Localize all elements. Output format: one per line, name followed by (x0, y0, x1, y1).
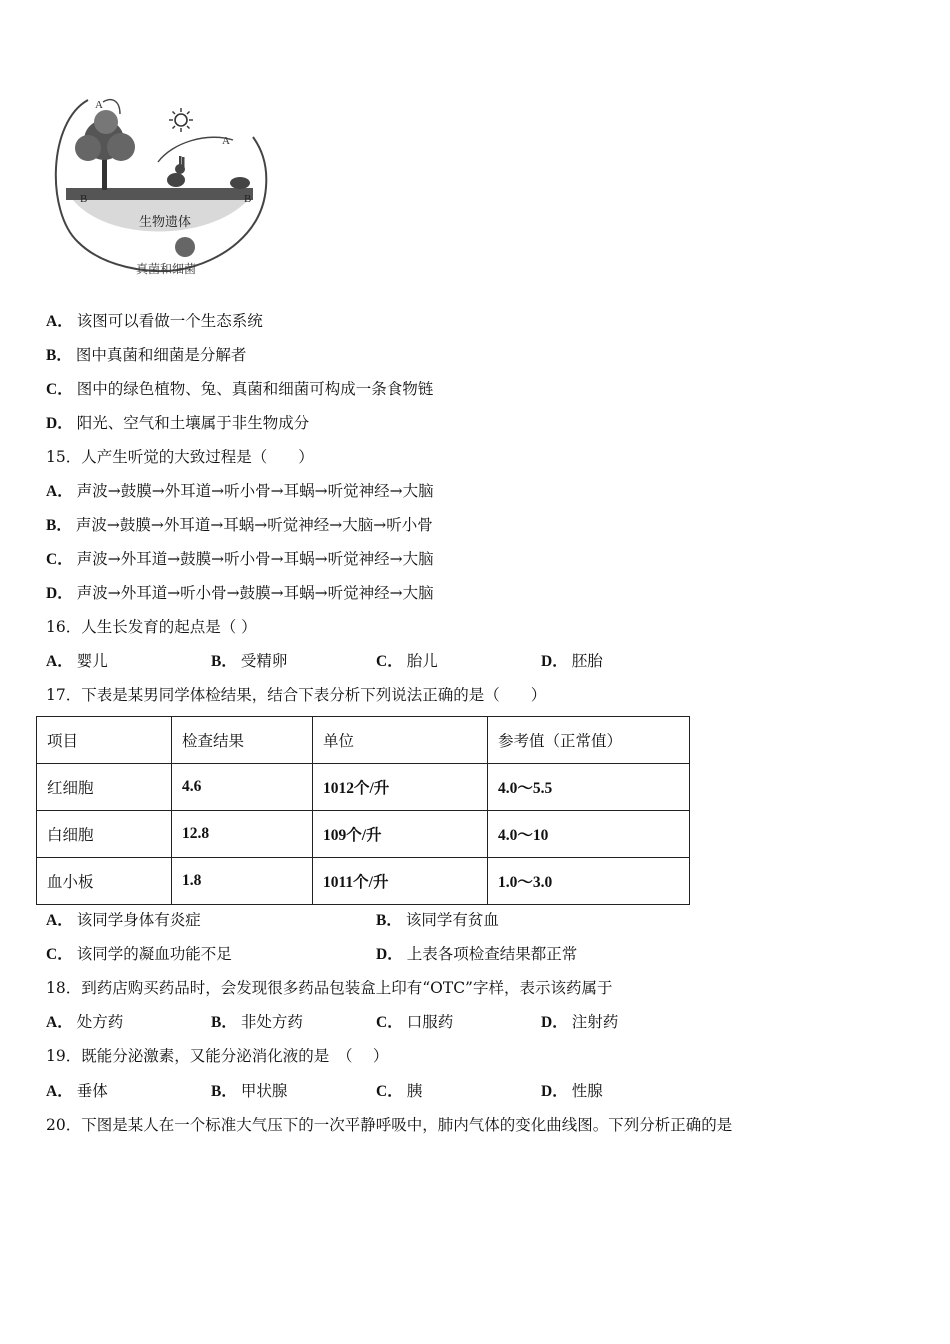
q19-stem: 19．既能分泌激素，又能分泌消化液的是 （ ） (46, 1047, 389, 1065)
q17-stem: 17．下表是某男同学体检结果，结合下表分析下列说法正确的是（ ） (46, 686, 547, 704)
q15-option-c[interactable]: C． 声波→外耳道→鼓膜→听小骨→耳蜗→听觉神经→大脑 (46, 550, 434, 568)
table-cell: 1.8 (172, 858, 313, 905)
header-cell: 单位 (313, 717, 488, 764)
table-cell: 109个/升 (313, 811, 488, 858)
q14-option-d[interactable]: D． 阳光、空气和土壤属于非生物成分 (46, 414, 310, 432)
table-row (37, 811, 690, 858)
q18-option-b[interactable]: B． 非处方药 (211, 1013, 303, 1031)
label-a-right: A (222, 135, 230, 147)
q18-option-a[interactable]: A． 处方药 (46, 1013, 124, 1031)
q15-option-d[interactable]: D． 声波→外耳道→听小骨→鼓膜→耳蜗→听觉神经→大脑 (46, 584, 434, 602)
label-b-right: B (244, 193, 252, 205)
q16-option-c[interactable]: C． 胎儿 (376, 652, 438, 670)
sun-icon (169, 108, 193, 132)
ground-band (66, 188, 253, 200)
table-cell: 12.8 (172, 811, 313, 858)
q18-stem: 18．到药店购买药品时，会发现很多药品包装盒上印有“OTC”字样，表示该药属于 (46, 979, 613, 997)
table-row (37, 764, 690, 811)
table-cell: 红细胞 (37, 764, 172, 811)
q14-option-a[interactable]: A． 该图可以看做一个生态系统 (46, 312, 263, 330)
table-cell: 4.0～10 (488, 811, 690, 858)
q18-option-d[interactable]: D． 注射药 (541, 1013, 619, 1031)
q16-option-d[interactable]: D． 胚胎 (541, 652, 603, 670)
q16-stem: 16．人生长发育的起点是（ ） (46, 618, 257, 636)
q18-option-c[interactable]: C． 口服药 (376, 1013, 454, 1031)
label-b-left: B (80, 193, 88, 205)
decomposer-label: 真菌和细菌 (136, 262, 197, 276)
table-row (37, 858, 690, 905)
table-cell: 白细胞 (37, 811, 172, 858)
q17-option-c[interactable]: C． 该同学的凝血功能不足 (46, 945, 232, 963)
rabbit-icon (167, 156, 185, 187)
table-cell: 4.6 (172, 764, 313, 811)
remains-label: 生物遗体 (139, 215, 192, 230)
table-cell: 1011个/升 (313, 858, 488, 905)
table-cell: 1012个/升 (313, 764, 488, 811)
q15-stem: 15．人产生听觉的大致过程是（ ） (46, 448, 314, 466)
q15-option-a[interactable]: A． 声波→鼓膜→外耳道→听小骨→耳蜗→听觉神经→大脑 (46, 482, 434, 500)
header-cell: 项目 (37, 717, 172, 764)
animal-icon (230, 177, 250, 189)
table-cell: 1.0～3.0 (488, 858, 690, 905)
q17-option-d[interactable]: D． 上表各项检查结果都正常 (376, 945, 578, 963)
q14-option-c[interactable]: C． 图中的绿色植物、兔、真菌和细菌可构成一条食物链 (46, 380, 434, 398)
tree-icon (75, 110, 135, 190)
q20-stem: 20．下图是某人在一个标准大气压下的一次平静呼吸中，肺内气体的变化曲线图。下列分析正确的是 (46, 1116, 733, 1134)
q17-option-a[interactable]: A． 该同学身体有炎症 (46, 911, 201, 929)
q19-option-b[interactable]: B． 甲状腺 (211, 1082, 288, 1100)
table-cell: 血小板 (37, 858, 172, 905)
checkup-table (36, 716, 690, 905)
ecosystem-diagram (48, 92, 270, 278)
q19-option-c[interactable]: C． 胰 (376, 1082, 423, 1100)
q15-option-b[interactable]: B． 声波→鼓膜→外耳道→耳蜗→听觉神经→大脑→听小骨 (46, 516, 433, 534)
q16-option-b[interactable]: B． 受精卵 (211, 652, 288, 670)
header-cell: 检查结果 (172, 717, 313, 764)
table-header-row (37, 717, 690, 764)
q14-option-b[interactable]: B． 图中真菌和细菌是分解者 (46, 346, 247, 364)
decomposer-circle (175, 237, 195, 257)
q19-option-a[interactable]: A． 垂体 (46, 1082, 108, 1100)
header-cell: 参考值（正常值） (488, 717, 690, 764)
label-a-left: A (95, 99, 103, 111)
table-cell: 4.0～5.5 (488, 764, 690, 811)
q16-option-a[interactable]: A． 婴儿 (46, 652, 108, 670)
q19-option-d[interactable]: D． 性腺 (541, 1082, 603, 1100)
q17-option-b[interactable]: B． 该同学有贫血 (376, 911, 499, 929)
